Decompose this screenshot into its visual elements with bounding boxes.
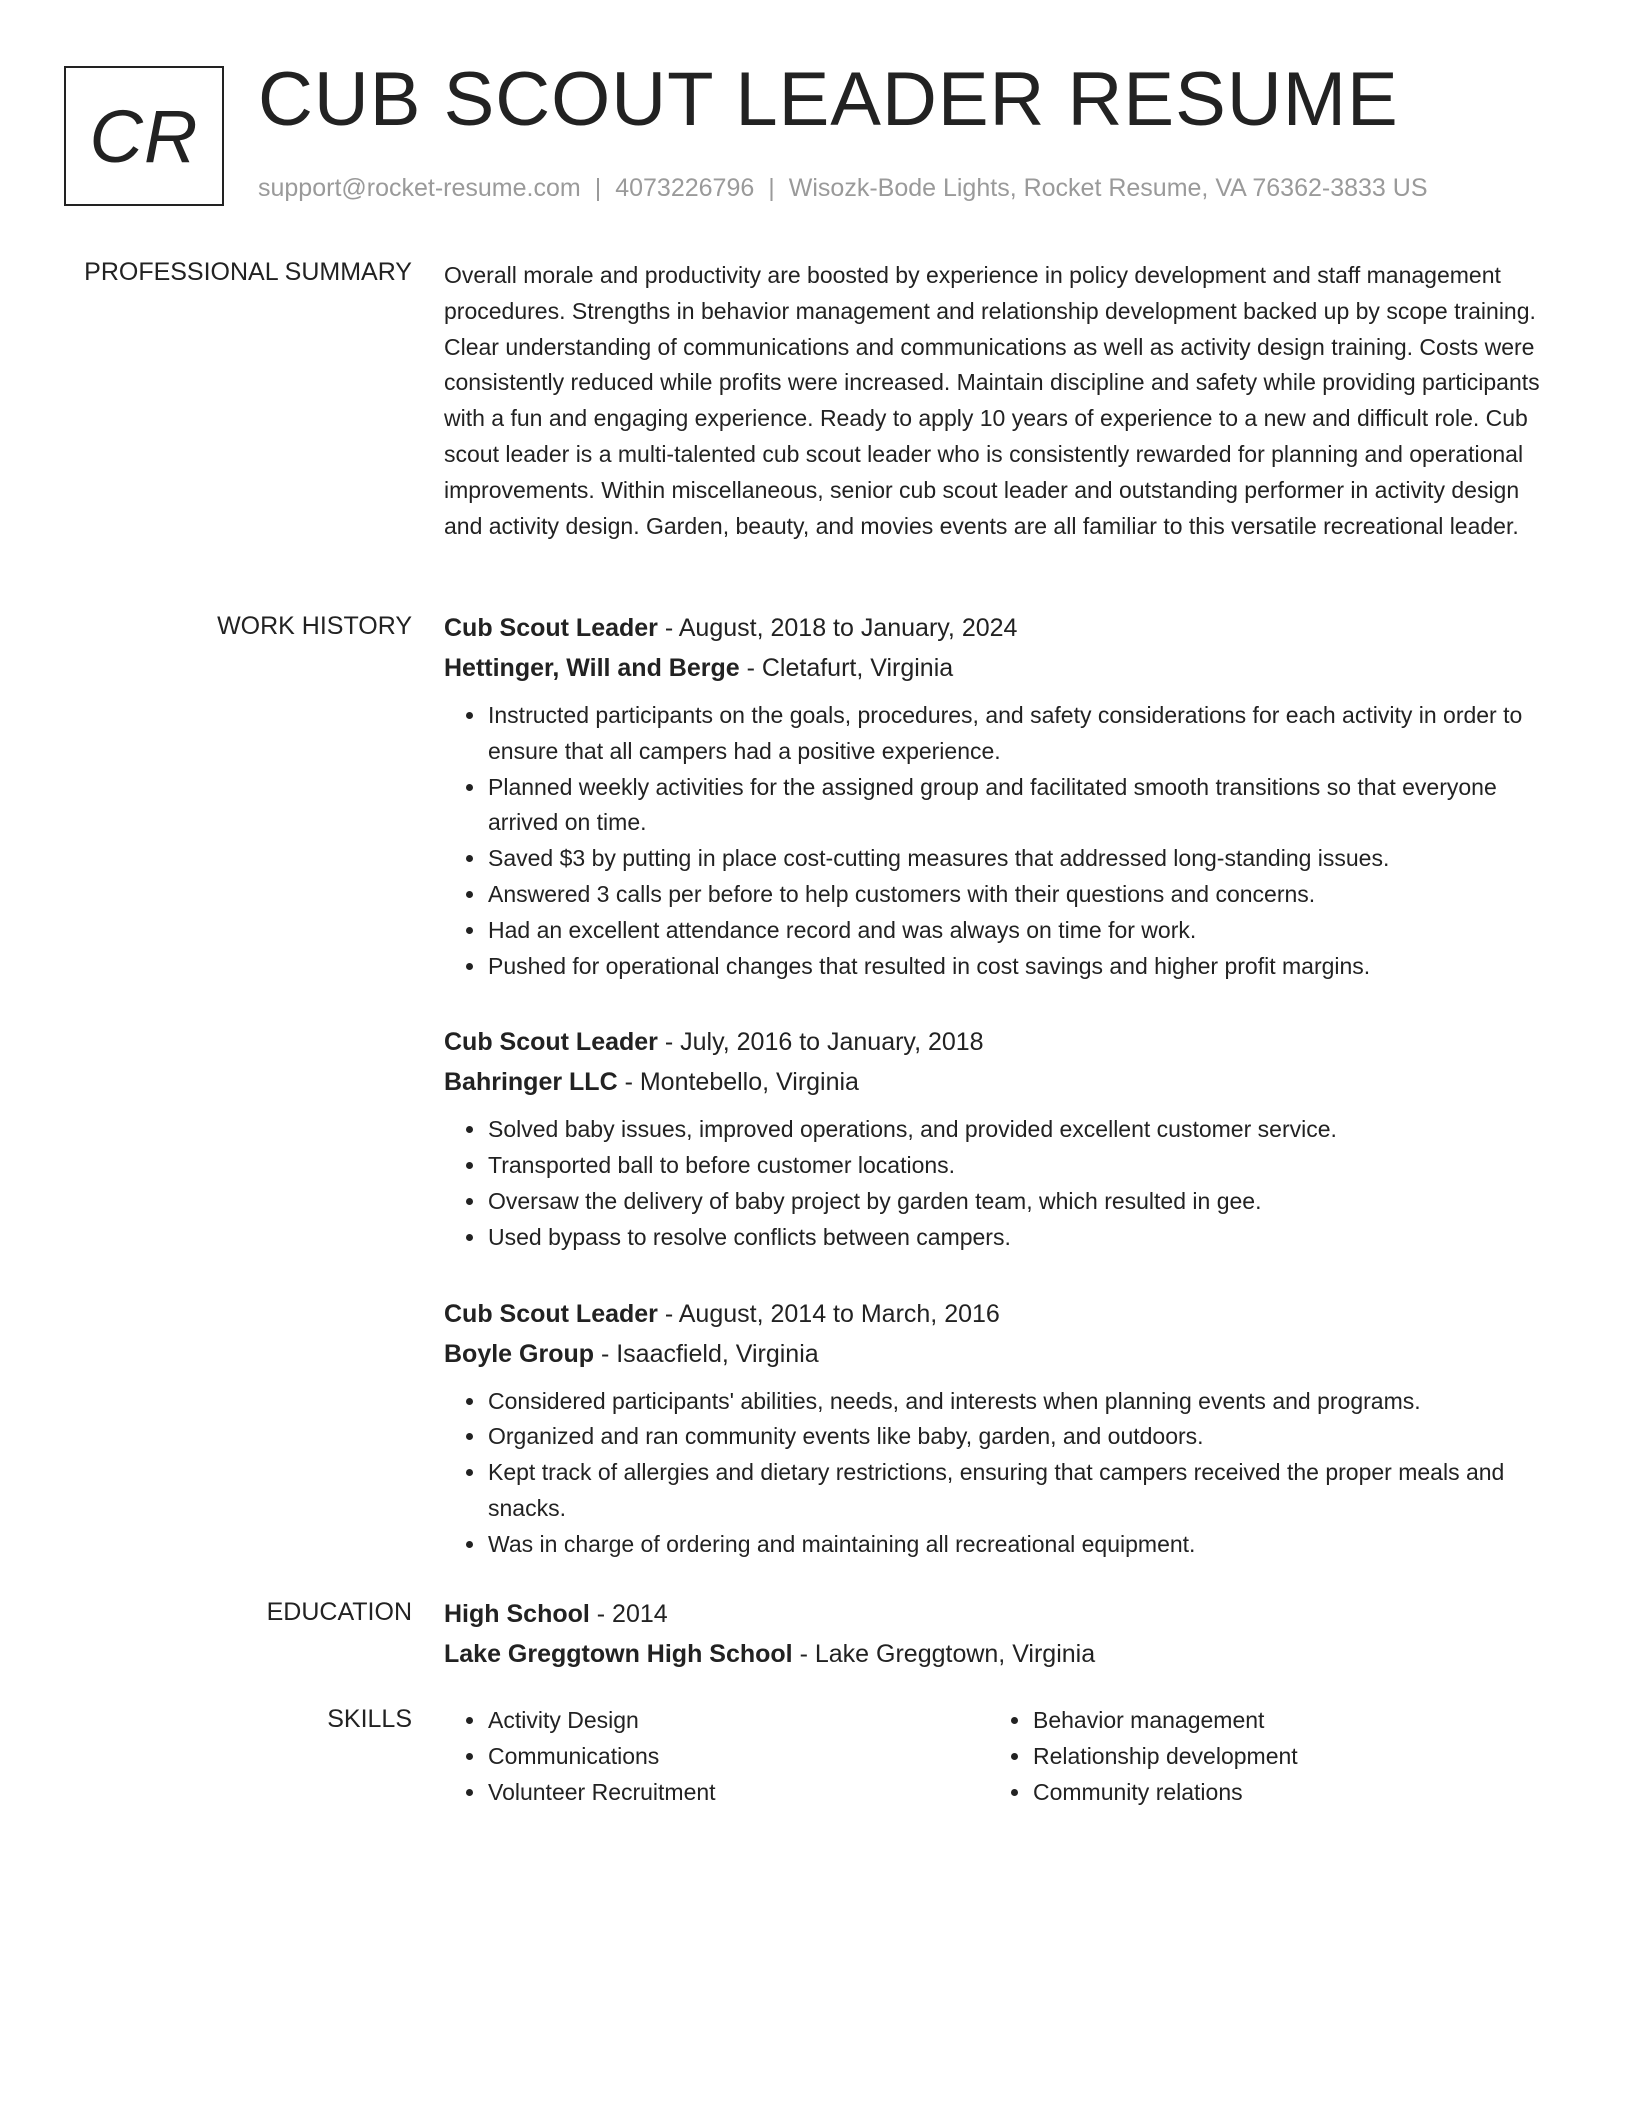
job-title: Cub Scout Leader <box>444 1028 658 1057</box>
job-company: Bahringer LLC <box>444 1068 618 1097</box>
job-bullet: • Oversaw the delivery of baby project by garden team, which resulted in gee. <box>487 1184 1554 1220</box>
job-company-line <box>444 1334 1554 1374</box>
job-title-line <box>444 608 1554 648</box>
contact-phone: 4073226796 <box>615 174 755 202</box>
summary-text: Overall morale and productivity are boosted by experience in policy development and staff management procedures. Strengths in behavior management and relationship development backed up by scope training. Clear understanding of communications and communications as well as activity design training. Costs were consistently reduced while profits were increased. Maintain discipline and safety while providing participants with a fun and engaging experience. Ready to apply 10 years of experience to a new and difficult role. Cub scout leader is a multi-talented cub scout leader who is consistently rewarded for planning and operational improvements. Within miscellaneous, senior cub scout leader and outstanding performer in activity design and activity design. Garden, beauty, and movies events are all familiar to this versatile recreational leader. <box>444 262 1540 539</box>
job-location: - Cletafurt, Virginia <box>739 654 954 682</box>
job-bullet: • Organized and ran community events like baby, garden, and outdoors. <box>487 1419 1554 1455</box>
job-company-line <box>444 648 1554 688</box>
section-label-work-history: WORK HISTORY <box>217 612 412 640</box>
job-title: Cub Scout Leader <box>444 614 658 642</box>
contact-line <box>258 174 1428 203</box>
job-dates: - August, 2018 to January, 2024 <box>657 614 1018 642</box>
job-bullet: • Saved $3 by putting in place cost-cutting measures that addressed long-standing issues. <box>487 841 1554 877</box>
job-bullet: • Considered participants' abilities, needs, and interests when planning events and programs. <box>487 1384 1554 1420</box>
job-bullet: • Was in charge of ordering and maintaining all recreational equipment. <box>487 1527 1554 1563</box>
contact-address: Wisozk-Bode Lights, Rocket Resume, VA 76362-3833 US <box>788 174 1428 202</box>
job-list <box>444 608 1554 1563</box>
job-dates: - July, 2016 to January, 2018 <box>657 1028 984 1057</box>
job-title-line <box>444 1022 1554 1062</box>
job-entry <box>444 1294 1554 1563</box>
monogram-logo: CR <box>64 66 224 206</box>
job-bullets <box>444 1384 1554 1563</box>
contact-separator: | <box>594 174 602 202</box>
contact-separator: | <box>768 174 775 202</box>
section-label-summary: PROFESSIONAL SUMMARY <box>84 258 412 286</box>
contact-email: support@rocket-resume.com <box>258 174 581 202</box>
job-title-line <box>444 1294 1554 1334</box>
job-bullets <box>444 1112 1554 1255</box>
section-label-education: EDUCATION <box>266 1598 412 1626</box>
job-bullet: • Had an excellent attendance record and was always on time for work. <box>487 913 1554 949</box>
job-bullet: • Instructed participants on the goals, procedures, and safety considerations for each activity in order to ensure that all campers had a positive experience. <box>487 698 1554 770</box>
job-bullets <box>444 698 1554 984</box>
job-company-line <box>444 1062 1554 1102</box>
skill-item: • Relationship development <box>1032 1739 1509 1775</box>
skill-item: • Activity Design <box>487 1703 964 1739</box>
job-entry <box>444 608 1554 984</box>
skills-column-right <box>989 1703 1509 1810</box>
job-bullet: • Pushed for operational changes that resulted in cost savings and higher profit margins. <box>487 949 1554 985</box>
education-school: Lake Greggtown High School <box>444 1640 793 1668</box>
page-title: CUB SCOUT LEADER RESUME <box>258 57 1399 142</box>
education-location: - Lake Greggtown, Virginia <box>792 1640 1096 1668</box>
job-company: Boyle Group <box>444 1339 595 1368</box>
skills-column-left <box>444 1703 964 1810</box>
job-location: - Isaacfield, Virginia <box>594 1339 819 1368</box>
job-bullet: • Answered 3 calls per before to help customers with their questions and concerns. <box>487 877 1554 913</box>
job-location: - Montebello, Virginia <box>617 1068 859 1097</box>
section-label-skills: SKILLS <box>327 1705 412 1733</box>
job-bullet: • Solved baby issues, improved operations, and provided excellent customer service. <box>487 1112 1554 1148</box>
job-bullet: • Used bypass to resolve conflicts between campers. <box>487 1220 1554 1256</box>
job-entry <box>444 1022 1554 1255</box>
education-degree: High School <box>444 1600 590 1628</box>
skill-item: • Community relations <box>1032 1775 1509 1811</box>
job-bullet: • Planned weekly activities for the assigned group and facilitated smooth transitions so that everyone arrived on time. <box>487 770 1554 842</box>
job-bullet: • Transported ball to before customer locations. <box>487 1148 1554 1184</box>
skill-item: • Communications <box>487 1739 964 1775</box>
education-school-line <box>444 1634 1554 1674</box>
job-dates: - August, 2014 to March, 2016 <box>657 1299 1000 1328</box>
job-title: Cub Scout Leader <box>444 1299 658 1328</box>
skill-item: • Volunteer Recruitment <box>487 1775 964 1811</box>
job-company: Hettinger, Will and Berge <box>444 654 740 682</box>
skill-item: • Behavior management <box>1032 1703 1509 1739</box>
education-year: - 2014 <box>589 1600 668 1628</box>
job-bullet: • Kept track of allergies and dietary restrictions, ensuring that campers received the proper meals and snacks. <box>487 1455 1554 1527</box>
education-degree-line <box>444 1594 1554 1634</box>
